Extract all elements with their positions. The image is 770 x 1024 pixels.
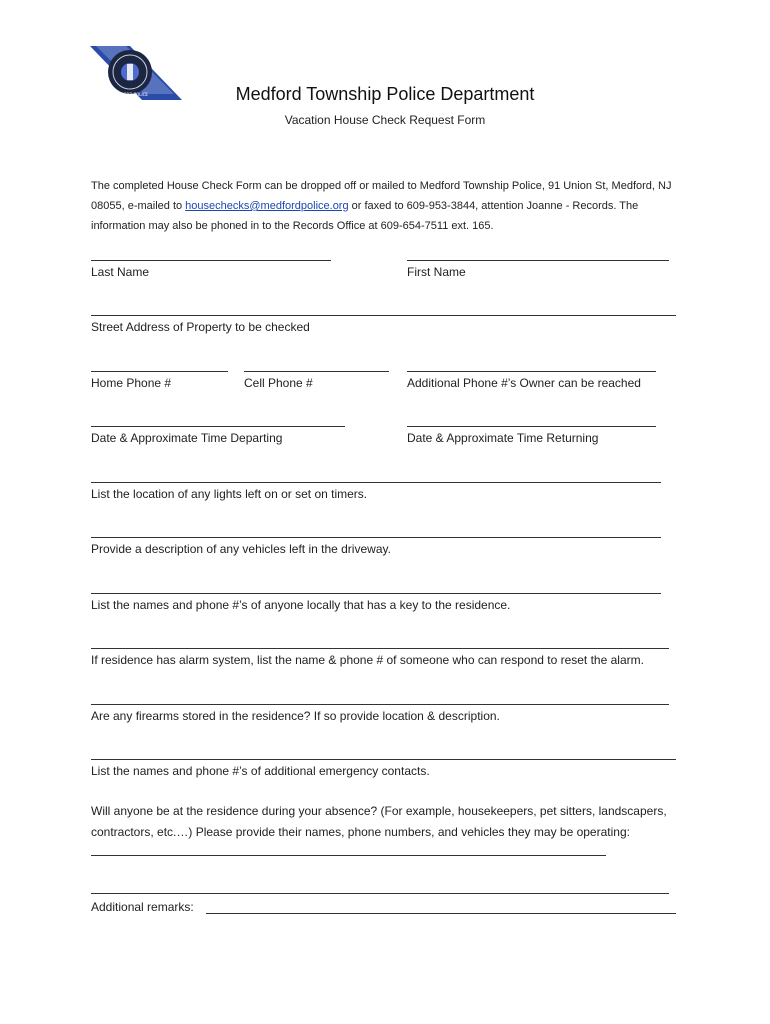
cell-phone-line[interactable] <box>244 371 389 372</box>
additional-phone-label: Additional Phone #’s Owner can be reached <box>407 376 641 390</box>
first-name-line[interactable] <box>407 260 669 261</box>
vehicles-label: Provide a description of any vehicles left in the driveway. <box>91 542 391 556</box>
lights-line[interactable] <box>91 482 661 483</box>
home-phone-label: Home Phone # <box>91 376 172 390</box>
intro-text-before: The completed House Check Form can be dropped off or mailed to Medford Township Police, 91 Union St, Medford, NJ 08055, e-mailed to <box>91 180 672 212</box>
cell-phone-label: Cell Phone # <box>244 376 313 390</box>
street-address-label: Street Address of Property to be checked <box>91 320 310 334</box>
emergency-contacts-label: List the names and phone #’s of additional emergency contacts. <box>91 764 430 778</box>
street-address-line[interactable] <box>91 315 676 316</box>
home-phone-line[interactable] <box>91 371 228 372</box>
intro-paragraph <box>91 176 691 236</box>
lights-label: List the location of any lights left on or set on timers. <box>91 487 368 501</box>
alarm-label: If residence has alarm system, list the name & phone # of someone who can respond to reset the alarm. <box>91 653 644 667</box>
additional-phone-line[interactable] <box>407 371 656 372</box>
departing-line[interactable] <box>91 426 345 427</box>
form-subtitle: Vacation House Check Request Form <box>284 113 486 127</box>
last-name-line[interactable] <box>91 260 331 261</box>
returning-label: Date & Approximate Time Returning <box>407 431 599 445</box>
intro-text-after: or faxed to 609-953-3844, attention Joanne - Records. The information may also be phoned in to the Records Office at 609-654-7511 ext. 165. <box>91 200 639 232</box>
absence-answer-line[interactable] <box>91 843 606 856</box>
first-name-label: First Name <box>407 265 466 279</box>
absence-question <box>91 801 681 863</box>
firearms-label: Are any firearms stored in the residence? If so provide location & description. <box>91 709 500 723</box>
absence-question-text: Will anyone be at the residence during your absence? (For example, housekeepers, pet sitters, landscapers, contractors, etc.…) Please provide their names, phone numbers, and vehicles they may be operating: <box>91 804 667 839</box>
email-link[interactable]: housechecks@medfordpolice.org <box>185 200 349 212</box>
keyholders-line[interactable] <box>91 593 661 594</box>
firearms-line[interactable] <box>91 704 669 705</box>
page-title: Medford Township Police Department <box>235 84 535 104</box>
remarks-line-2[interactable] <box>206 913 676 914</box>
badge-text: MEDFORD POLICE <box>112 92 148 97</box>
emergency-contacts-line[interactable] <box>91 759 676 760</box>
returning-line[interactable] <box>407 426 656 427</box>
vehicles-line[interactable] <box>91 537 661 538</box>
departing-label: Date & Approximate Time Departing <box>91 431 283 445</box>
last-name-label: Last Name <box>91 265 150 279</box>
alarm-line[interactable] <box>91 648 669 649</box>
keyholders-label: List the names and phone #’s of anyone locally that has a key to the residence. <box>91 598 511 612</box>
remarks-line-1[interactable] <box>91 893 669 894</box>
additional-remarks-label: Additional remarks: <box>91 900 194 914</box>
